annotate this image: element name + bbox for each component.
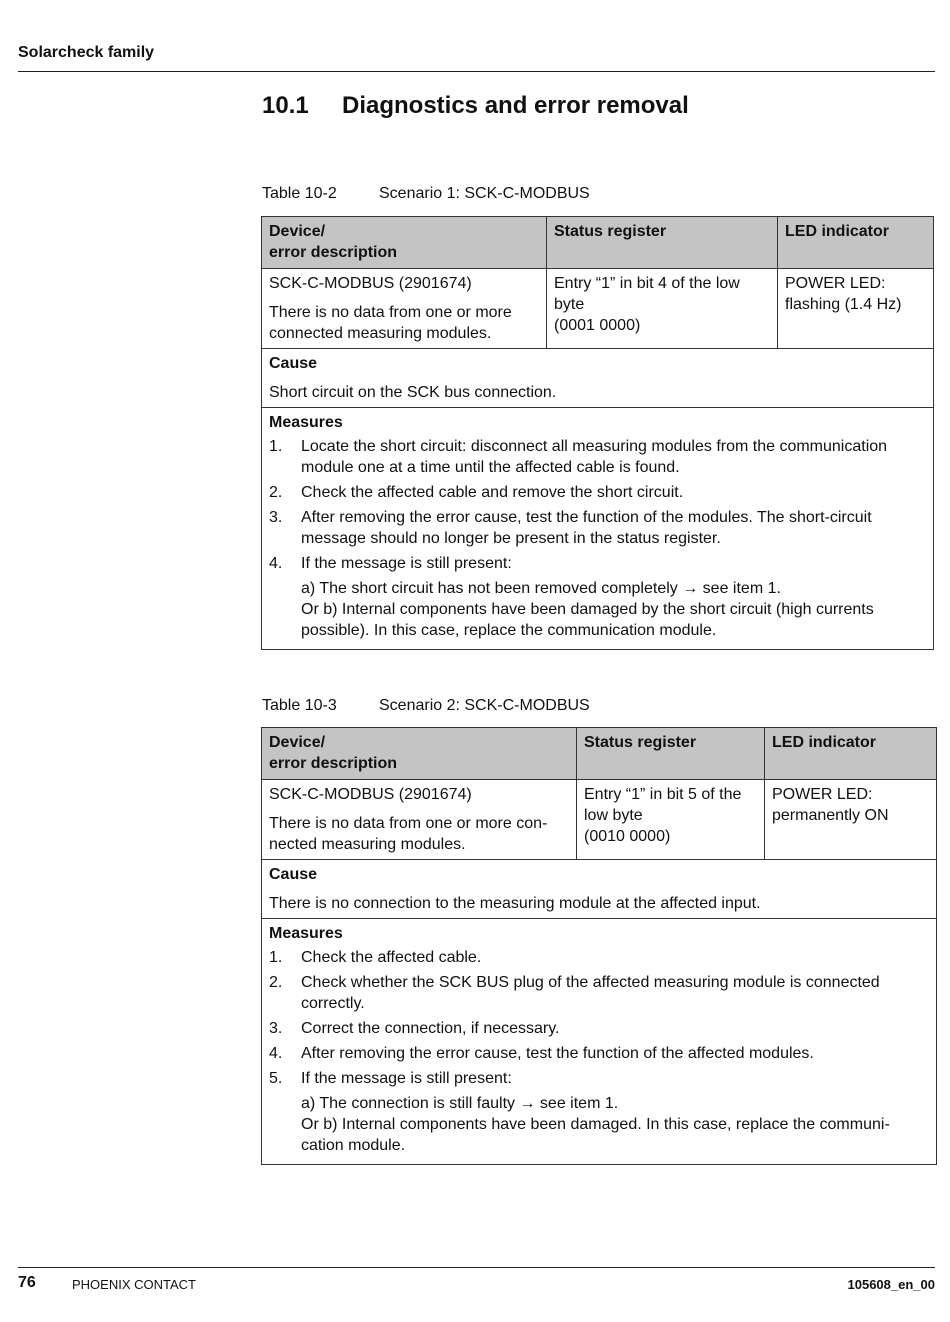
cause-row [262, 860, 937, 919]
led-indicator-value: POWER LED: permanently ON [772, 786, 889, 824]
diagnostics-table [261, 216, 934, 650]
measure-text: After removing the error cause, test the function of the affected modules. [301, 1045, 814, 1062]
measure-text: Correct the connection, if necessary. [301, 1020, 560, 1037]
measure-text: Check whether the SCK BUS plug of the affected measuring module is connected correctly. [301, 974, 880, 1012]
table-caption [262, 185, 590, 203]
measure-item [269, 436, 926, 478]
cause-cell [262, 860, 937, 919]
measure-text: After removing the error cause, test the function of the modules. The short-circuit message should no longer be present in the status register. [301, 509, 872, 547]
section-number: 10.1 [262, 92, 309, 119]
table-row [262, 269, 934, 349]
running-header: Solarcheck family [18, 44, 155, 61]
measure-item [269, 1043, 929, 1064]
measure-item [269, 972, 929, 1014]
measure-subitem: Or b) Internal components have been damaged by the short circuit (high currents possible). In this case, replace the communication module. [301, 601, 874, 639]
status-register-value: Entry “1” in bit 5 of the low byte (0010 0000) [584, 786, 742, 845]
column-header-status [577, 728, 765, 780]
measure-number: 2. [269, 974, 283, 991]
publisher-name: PHOENIX CONTACT [72, 1277, 196, 1292]
measure-text: If the message is still present: [301, 555, 512, 572]
table-header-row [262, 217, 934, 269]
column-header-device [262, 217, 547, 269]
measure-text: Locate the short circuit: disconnect all measuring modules from the communication module one at a time until the affected cable is found. [301, 438, 888, 476]
section-title: Diagnostics and error removal [342, 92, 689, 119]
measure-text: If the message is still present: [301, 1070, 512, 1087]
device-cell [262, 269, 547, 349]
measure-subitem: a) The short circuit has not been removed completely → see item 1. [301, 580, 781, 597]
measure-text: Check the affected cable. [301, 949, 482, 966]
measure-number: 3. [269, 509, 283, 526]
measure-number: 5. [269, 1070, 283, 1087]
column-header-label: LED indicator [785, 223, 890, 240]
led-indicator-cell [765, 780, 937, 860]
page-number: 76 [18, 1274, 36, 1291]
column-header-label: Device/ error description [269, 223, 398, 261]
table-caption-number: Table 10-2 [262, 185, 337, 202]
measure-number: 3. [269, 1020, 283, 1037]
measures-cell [262, 919, 937, 1165]
table-caption-title: Scenario 1: SCK-C-MODBUS [379, 185, 590, 202]
measure-item [269, 482, 926, 503]
measures-list [269, 436, 926, 641]
cause-cell [262, 349, 934, 408]
device-name: SCK-C-MODBUS (2901674) [269, 275, 472, 292]
measure-subitem: a) The connection is still faulty → see item 1. [301, 1095, 619, 1112]
diagnostics-table [261, 727, 937, 1165]
column-header-label: Status register [554, 223, 667, 240]
led-indicator-value: POWER LED: flashing (1.4 Hz) [785, 275, 902, 313]
footer-rule [18, 1267, 935, 1268]
cause-label: Cause [269, 355, 318, 372]
column-header-label: LED indicator [772, 734, 877, 751]
measure-item [269, 507, 926, 549]
measure-item [269, 1018, 929, 1039]
measure-item [269, 553, 926, 641]
measures-row [262, 919, 937, 1165]
document-id: 105608_en_00 [847, 1277, 935, 1292]
status-register-cell [547, 269, 778, 349]
column-header-device [262, 728, 577, 780]
status-register-cell [577, 780, 765, 860]
cause-text: There is no connection to the measuring module at the affected input. [269, 895, 761, 912]
measure-number: 4. [269, 1045, 283, 1062]
status-register-value: Entry “1” in bit 4 of the low byte (0001 0000) [554, 275, 740, 334]
device-cell [262, 780, 577, 860]
section-heading [262, 92, 689, 120]
error-description: There is no data from one or more connected measuring modules. [269, 304, 512, 342]
measures-list [269, 947, 929, 1156]
table-row [262, 780, 937, 860]
measures-label: Measures [269, 414, 343, 431]
column-header-led [778, 217, 934, 269]
cause-label: Cause [269, 866, 318, 883]
measures-row [262, 408, 934, 650]
table-caption-title: Scenario 2: SCK-C-MODBUS [379, 697, 590, 714]
column-header-led [765, 728, 937, 780]
led-indicator-cell [778, 269, 934, 349]
device-name: SCK-C-MODBUS (2901674) [269, 786, 472, 803]
column-header-label: Status register [584, 734, 697, 751]
table-caption-number: Table 10-3 [262, 697, 337, 714]
cause-row [262, 349, 934, 408]
measure-item [269, 947, 929, 968]
measure-subitem: Or b) Internal components have been damaged. In this case, replace the communi- cation module. [301, 1116, 890, 1154]
column-header-label: Device/ error description [269, 734, 398, 772]
measure-number: 1. [269, 438, 283, 455]
measure-number: 2. [269, 484, 283, 501]
measure-number: 1. [269, 949, 283, 966]
error-description: There is no data from one or more con- nected measuring modules. [269, 815, 548, 853]
header-rule [18, 71, 935, 72]
column-header-status [547, 217, 778, 269]
measure-text: Check the affected cable and remove the short circuit. [301, 484, 684, 501]
cause-text: Short circuit on the SCK bus connection. [269, 384, 557, 401]
table-caption [262, 697, 590, 715]
measure-item [269, 1068, 929, 1156]
measure-number: 4. [269, 555, 283, 572]
measures-label: Measures [269, 925, 343, 942]
table-header-row [262, 728, 937, 780]
measures-cell [262, 408, 934, 650]
